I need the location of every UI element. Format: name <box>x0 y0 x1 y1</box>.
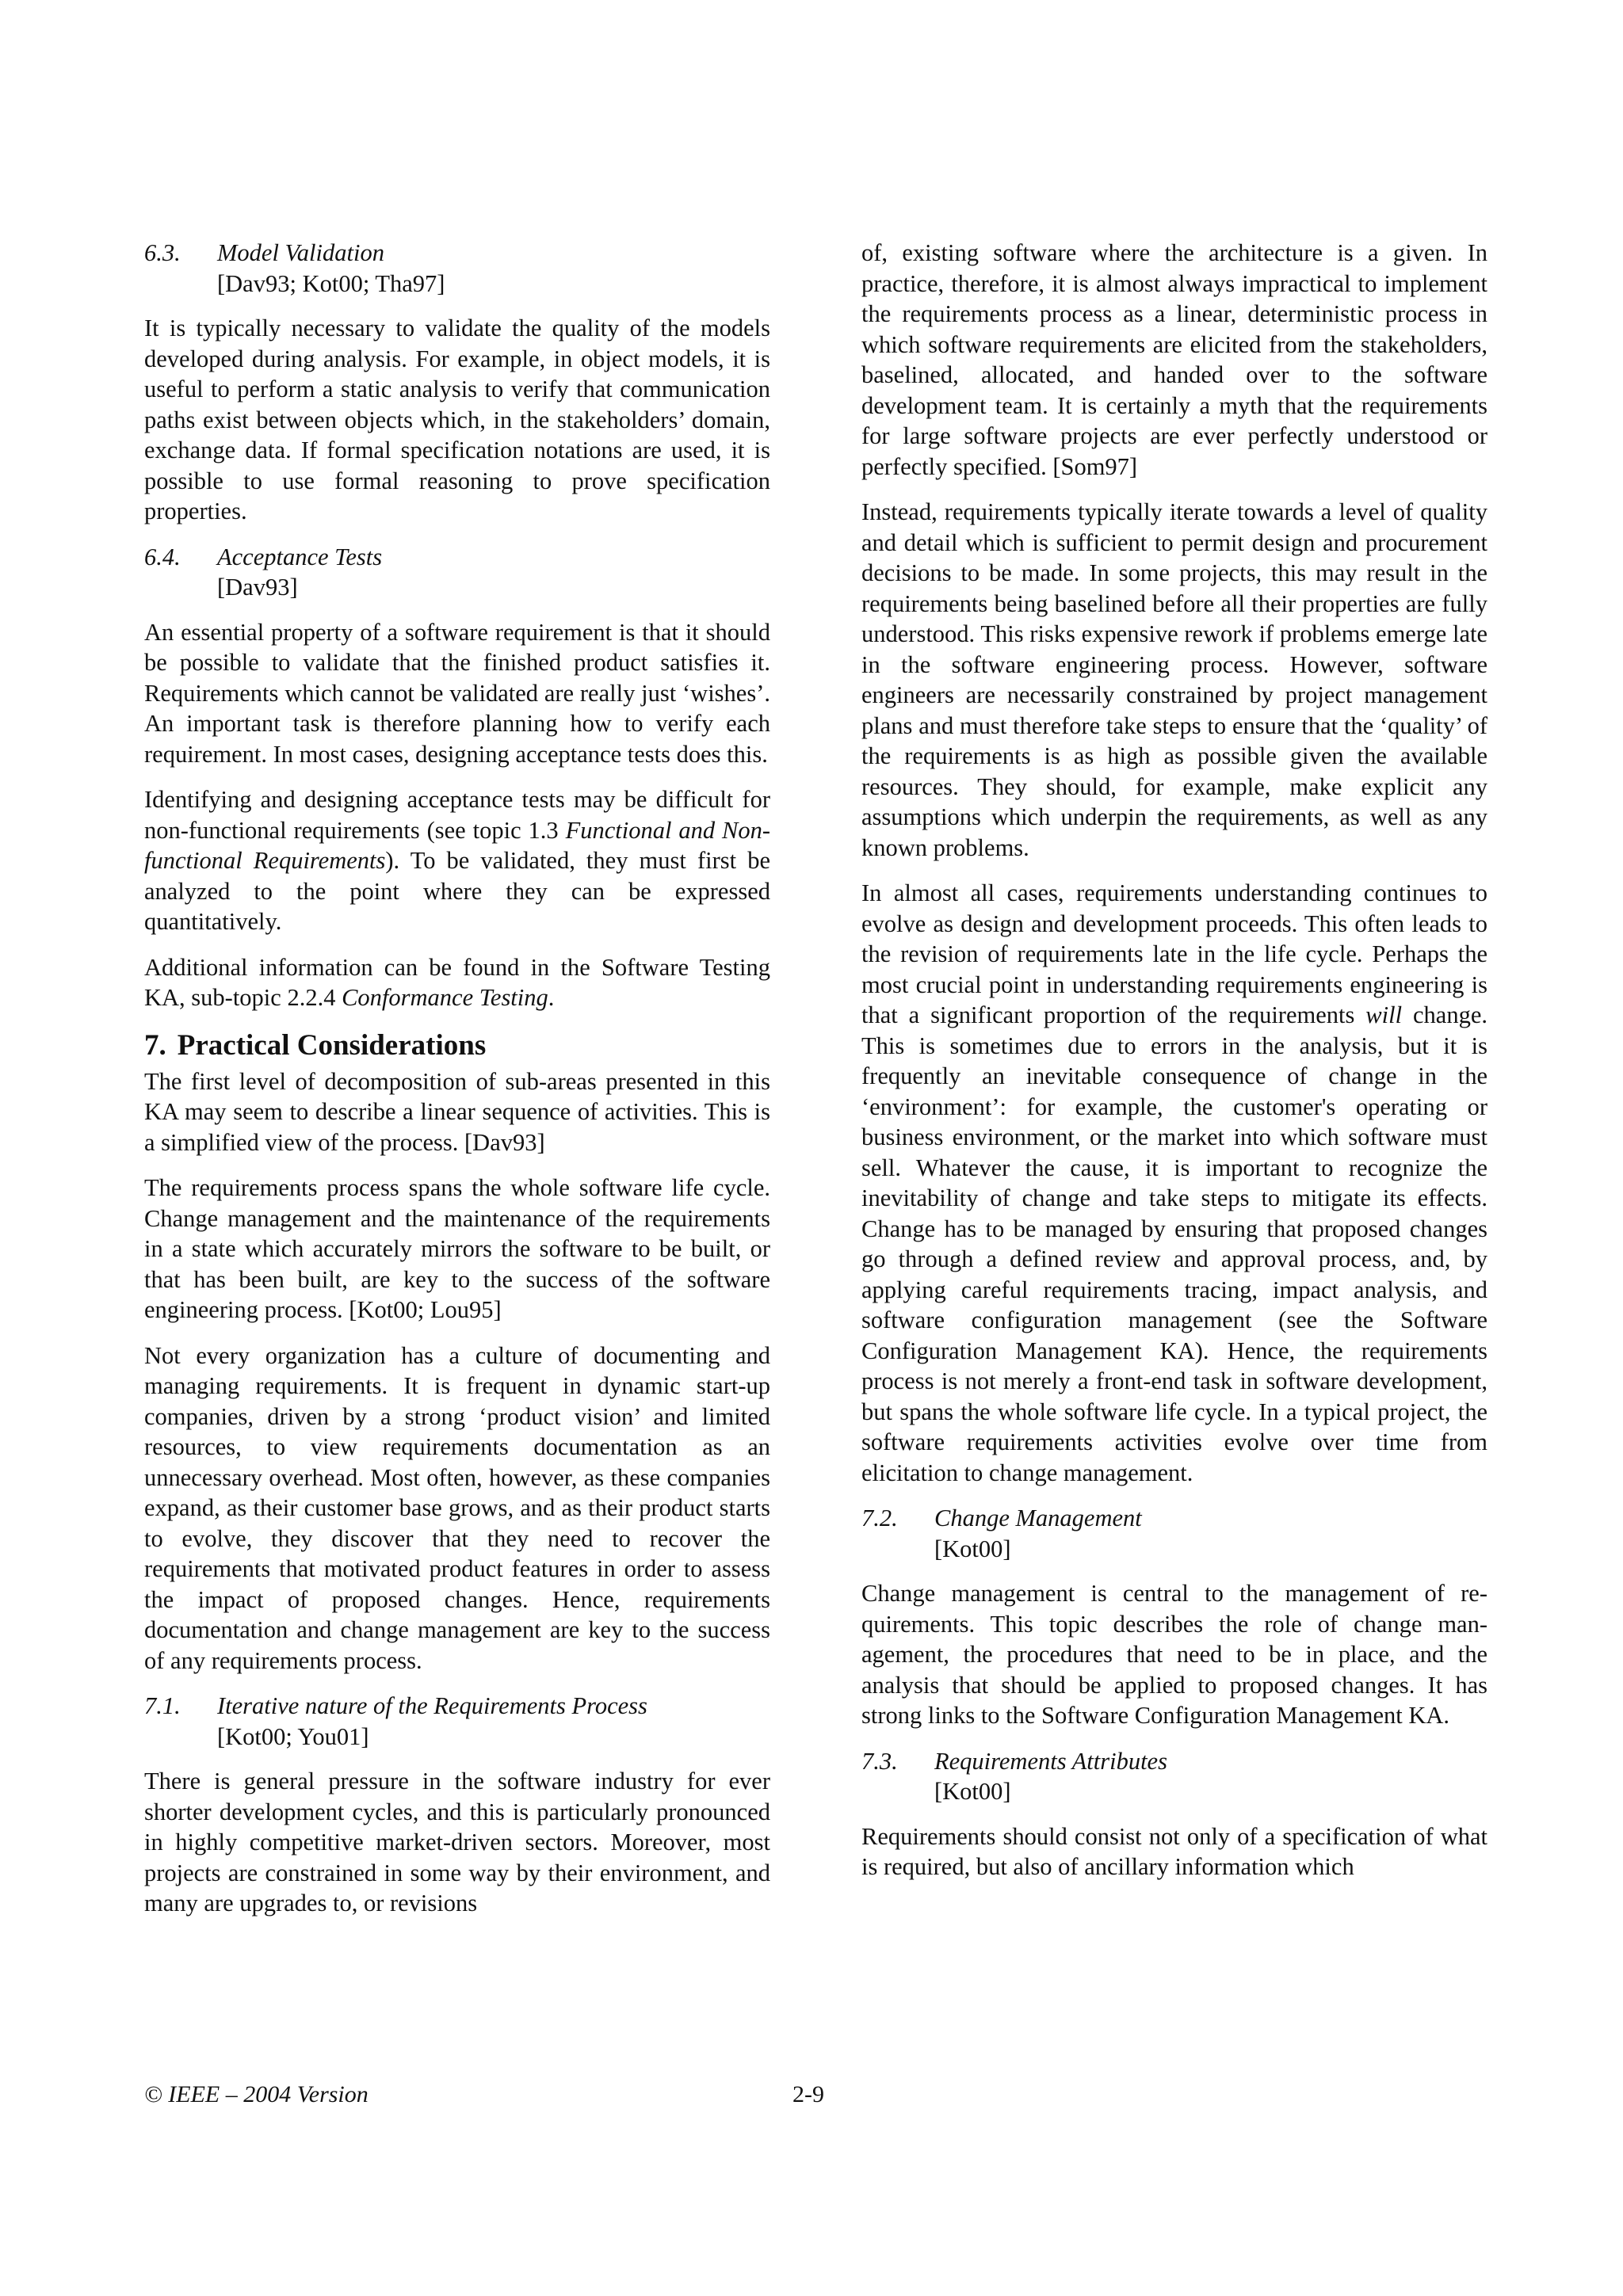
emphasis-text: Functional and Non-functional Requirements <box>144 816 770 874</box>
text-run: ). To be validated, they must first be analyzed to the point where they can be expressed quantitatively. <box>144 847 770 935</box>
left-column <box>144 238 770 1934</box>
subsection-number: 7.2. <box>861 1505 898 1531</box>
subsection-heading-7-2 <box>861 1503 1487 1564</box>
page-number: 2-9 <box>792 2081 824 2107</box>
text-run: In almost all cases, requirements understanding continues to evolve as design and development proceeds. This often leads to the revision of requirements late in the life cycle. Perhaps the most crucial point in understanding requirements engineering is that a significant proportion of the requirements <box>861 879 1487 1028</box>
paragraph: Requirements should consist not only of a specification of what is required, but also of ancillary information which <box>861 1822 1487 1880</box>
subsection-heading-7-1 <box>144 1691 770 1752</box>
footer-copyright: © IEEE – 2004 Version <box>144 2081 369 2107</box>
paragraph: Not every organization has a culture of documenting and managing requirements. It is frequent in dynamic start-up companies, driven by a strong ‘product vision’ and limited resources, to view requirements documentation as an unnecessary overhead. Most often, however, as these companies expand, as their customer base grows, and as their product starts to evolve, they discover that they need to recover the requirements that motivated product features in order to assess the impact of proposed changes. Hence, requirements documentation and change management are key to the success of any requirements process. <box>144 1341 770 1674</box>
subsection-references: [Kot00; You01] <box>217 1722 369 1750</box>
subsection-references: [Dav93; Kot00; Tha97] <box>217 269 445 297</box>
subsection-number: 6.3. <box>144 239 181 266</box>
paragraph: The requirements process spans the whole software life cycle. Change management and the maintenance of the requirements in a state which accurately mirrors the software to be built, or that has been built, are key to the success of the software engineering process. [Kot00; Lou95] <box>144 1174 770 1323</box>
right-column <box>861 238 1487 1897</box>
paragraph: There is general pressure in the software industry for ever shorter development cycles, and this is particularly pronounced in highly competitive market-driven sectors. Moreover, most projects are constrained in some way by their environment, and many are upgrades to, or revisions <box>144 1768 770 1917</box>
subsection-references: [Dav93] <box>217 574 298 601</box>
text-run: . <box>548 984 555 1011</box>
section-title: Practical Considerations <box>177 1028 487 1062</box>
subsection-number: 6.4. <box>144 543 181 570</box>
subsection-heading-6-4 <box>144 542 770 603</box>
emphasis-text: will <box>1365 1001 1403 1028</box>
subsection-title: Model Validation <box>217 239 384 266</box>
paragraph: The first level of decomposition of sub-areas presented in this KA may seem to describe a linear sequence of activities. This is a simplified view of the process. [Dav93] <box>144 1067 770 1156</box>
text-run: change. This is sometimes due to errors in the analysis, but it is frequently an inevitable consequence of change in the ‘environment’: for example, the customer's operating or business environment, or the market into which software must sell. Whatever the cause, it is important to recognize the inevitability of change and take steps to mitigate its effects. Change has to be managed by ensuring that proposed changes go through a defined review and approval process, and, by applying careful requirements tracing, impact analysis, and software configuration management (see the Software Configuration Management KA). Hence, the requirements process is not merely a front-end task in software development, but spans the whole software life cycle. In a typical project, the software requirements activities evolve over time from elicitation to change management. <box>861 1001 1487 1486</box>
paragraph: of, existing software where the architecture is a given. In practice, therefore, it is almost always impractical to implement the requirements process as a linear, deterministic process in which software requirements are elicited from the stakeholders, baselined, allocated, and handed over to the software development team. It is certainly a myth that the requirements for large software projects are ever perfectly understood or perfectly specified. [Som97] <box>861 239 1487 480</box>
paragraph <box>144 952 770 1013</box>
subsection-number: 7.1. <box>144 1692 181 1719</box>
subsection-references: [Kot00] <box>934 1535 1011 1562</box>
subsection-title: Change Management <box>934 1505 1142 1531</box>
paragraph: Change management is central to the management of requirements. This topic describes the role of change management, the procedures that need to be in place, and the analysis that should be applied to proposed changes. It has strong links to the Software Configuration Management KA. <box>861 1580 1487 1729</box>
text-run: Additional information can be found in the Software Testing KA, sub-topic 2.2.4 <box>144 953 770 1011</box>
paragraph <box>144 784 770 937</box>
subsection-title: Iterative nature of the Requirements Process <box>217 1692 647 1719</box>
subsection-title: Requirements Attributes <box>934 1747 1167 1775</box>
subsection-references: [Kot00] <box>934 1778 1011 1805</box>
paragraph: Instead, requirements typically iterate towards a level of quality and detail which is sufficient to permit design and procurement decisions to be made. In some projects, this may result in the requirements being baselined before all their properties are fully understood. This risks expensive rework if problems emerge late in the software engineering process. However, software engineers are necessarily constrained by project management plans and must therefore take steps to ensure that the ‘quality’ of the requirements is as high as possible given the available resources. They should, for example, make explicit any assumptions which underpin the requirements, as well as any known problems. <box>861 498 1487 861</box>
subsection-heading-6-3 <box>144 238 770 299</box>
subsection-title: Acceptance Tests <box>217 543 383 570</box>
section-number: 7. <box>144 1028 166 1062</box>
section-heading-7 <box>144 1028 770 1063</box>
paragraph: It is typically necessary to validate the quality of the models developed during analysis. For example, in object models, it is useful to perform a static analysis to verify that communication paths exist between objects which, in the stakeholders’ domain, exchange data. If formal specification notations are used, it is possible to use formal reasoning to prove specification properties. <box>144 315 770 524</box>
text-run: Identifying and designing acceptance tests may be difficult for non-functional requirements (see topic 1.3 <box>144 786 770 844</box>
subsection-number: 7.3. <box>861 1747 898 1775</box>
subsection-heading-7-3 <box>861 1746 1487 1807</box>
emphasis-text: Conformance Testing <box>342 984 548 1011</box>
paragraph: An essential property of a software requirement is that it should be possible to validate that the finished product satisfies it. Requirements which cannot be validated are really just ‘wishes’. An important task is therefore planning how to verify each requirement. In most cases, designing acceptance tests does this. <box>144 618 770 768</box>
paragraph <box>861 878 1487 1488</box>
